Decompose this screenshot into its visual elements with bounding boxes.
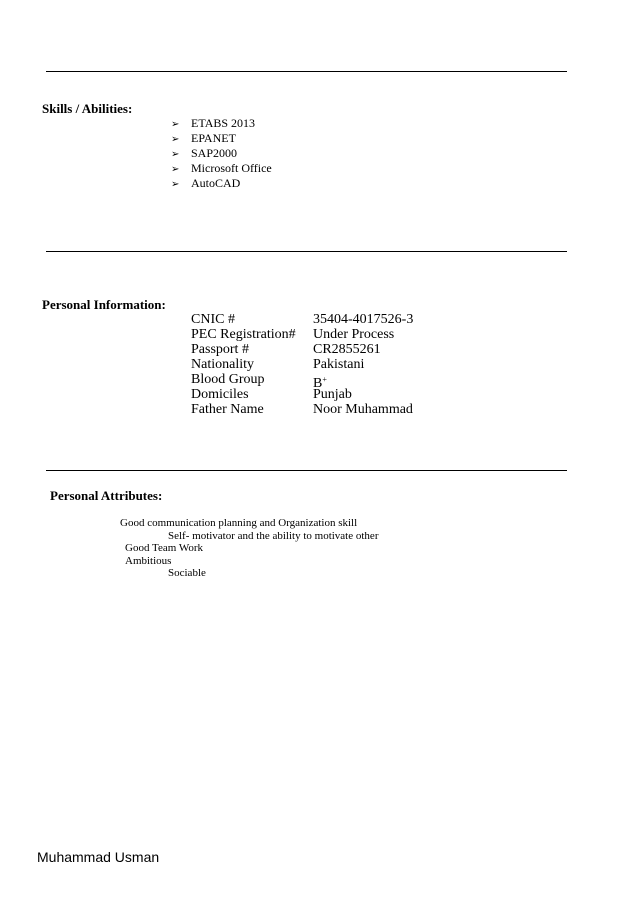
info-value: Punjab — [313, 387, 352, 402]
arrow-bullet-icon: ➢ — [171, 134, 180, 145]
info-label: CNIC # — [191, 312, 235, 327]
arrow-bullet-icon: ➢ — [171, 149, 180, 160]
skill-item: ➢ Microsoft Office — [171, 161, 272, 175]
info-label: Father Name — [191, 402, 264, 417]
info-label: Blood Group — [191, 372, 265, 387]
divider-bottom — [46, 470, 567, 471]
attribute-item: Good Team Work — [125, 542, 203, 554]
info-label: PEC Registration# — [191, 327, 296, 342]
info-label: Nationality — [191, 357, 254, 372]
personal-attributes-heading: Personal Attributes: — [50, 488, 163, 503]
arrow-bullet-icon: ➢ — [171, 179, 180, 190]
arrow-bullet-icon: ➢ — [171, 164, 180, 175]
info-value-blood-group: B+ — [313, 375, 327, 391]
divider-middle — [46, 251, 567, 252]
blood-group-sign: + — [322, 375, 327, 384]
info-value: Under Process — [313, 327, 395, 342]
skill-item: ➢ AutoCAD — [171, 176, 241, 190]
info-label: Domiciles — [191, 387, 249, 402]
arrow-bullet-icon: ➢ — [171, 119, 180, 130]
skills-heading: Skills / Abilities: — [42, 101, 133, 116]
attribute-item: Good communication planning and Organization skill — [120, 517, 358, 529]
info-value: Noor Muhammad — [313, 402, 413, 417]
personal-info-heading: Personal Information: — [42, 297, 166, 312]
info-value: CR2855261 — [313, 342, 381, 357]
info-value: Pakistani — [313, 357, 365, 372]
divider-top — [46, 71, 567, 72]
attribute-item: Sociable — [168, 567, 206, 579]
skills-list — [171, 116, 272, 191]
footer-name: Muhammad Usman — [37, 849, 160, 865]
info-value: 35404-4017526-3 — [313, 312, 414, 327]
skill-item: ➢ SAP2000 — [171, 146, 238, 160]
info-label: Passport # — [191, 342, 249, 357]
attribute-item: Self- motivator and the ability to motivate other — [168, 530, 379, 542]
skill-item: ➢ EPANET — [171, 131, 236, 145]
attribute-item: Ambitious — [125, 555, 172, 567]
skill-item: ➢ ETABS 2013 — [171, 116, 256, 130]
